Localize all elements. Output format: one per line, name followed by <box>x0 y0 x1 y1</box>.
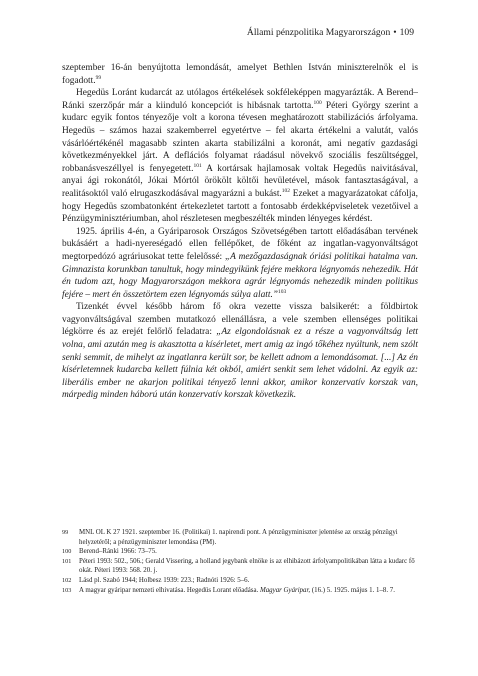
quoted-text: „Az elgondolásnak ez a része a vagyonváltság lett volna, ami azután meg is akasztotta a kísérletet, mert amig az ingó tőkéhez nyúltunk, nem szólt senki semmit, de mihelyt az ingatlanra került sor, be kellett adnom a lemondásomat. [...] Az én kísérletemnek kudarcba kellett fúlnia két okból, amiért senkit sem lehet vádolni. Az egyik az: liberális ember ne akarjon politikai tényező lenni akkor, amikor konzervatív korszak van, márpedig minden háború után konzervatív korszak következik. <box>62 327 418 401</box>
page-number: 109 <box>399 27 414 38</box>
footnote-number: 101 <box>62 557 72 565</box>
footnote-number: 103 <box>62 586 72 594</box>
footnote-number: 99 <box>62 529 69 536</box>
footnote-ref: 99 <box>95 74 102 81</box>
text-run: szeptember 16-án benyújtotta lemondását, amelyet Bethlen István miniszterelnök el is fogadott. <box>62 63 418 86</box>
text-run: MNL OL K 27 1921. szeptember 16. (Politikai) 1. napirendi pont. A pénzügyminiszter jelentése az ország pénzügyi helyzetéről; a pénzügyminiszter lemondása (PM). <box>79 529 398 546</box>
body-text <box>62 62 418 402</box>
text-run: Tizenkét évvel később három fő okra vezette vissza balsikerét: a földbirtok vagyonváltságával szemben mutatkozó ellenállásra, a vele szemben ellenséges politikai légkörre és az erejét felőrlő feladatra: <box>62 302 418 338</box>
footnote <box>62 586 418 596</box>
footnote-ref: 100 <box>313 99 322 106</box>
footnote-text <box>79 576 418 586</box>
text-run: Ezeket a magyarázatokat cáfolja, hogy Hegedüs szombatonként értekezletet tartott a fontosabb érdekképviseletek vezetőivel a Pénzügyminisztériumban, ahol részletesen megbeszélték minden lényeges kérdést. <box>62 188 418 225</box>
footnote-text <box>79 557 418 576</box>
footnote-ref: 102 <box>281 187 291 194</box>
footnote-number: 102 <box>62 576 72 584</box>
running-head-title: Állami pénzpolitika Magyarországon <box>246 27 391 38</box>
text-run: Lásd pl. Szabó 1944; Holbesz 1939: 223.; Radnóti 1926: 5–6. <box>79 576 250 584</box>
footnote <box>62 547 418 557</box>
running-head <box>247 27 414 38</box>
text-run: (16.) 5. 1925. május 1. 1–8. 7. <box>310 586 395 594</box>
paragraph <box>62 301 418 402</box>
footnote-ref: 103 <box>278 288 287 295</box>
footnote-ref: 101 <box>193 162 202 169</box>
footnote-text <box>79 528 418 547</box>
text-run: Péteri György szerint a kudarc egyik fontos tényezője volt a korona tévesen meghatározott stabilizációs árfolyama. Hegedüs – számos hazai szakemberrel egyetértve – fel akarta értékelni a valutát, valós vásárlóértékénél magasabb szinten akarta stabilizálni a koronát, ami negatív gazdasági következményekkel járt. A deflációs folyamat ráadásul növekvő szociális feszültséggel, robbanásveszéllyel is fenyegetett. <box>62 100 418 174</box>
paragraph <box>62 62 418 87</box>
footnote-text <box>79 547 418 557</box>
running-head-separator: • <box>393 27 397 38</box>
paragraph <box>62 87 418 226</box>
footnotes <box>62 528 418 595</box>
text-run: A kortársak hajlamosak voltak Hegedüs naivitásával, anyai ági rokonától, Jókai Mórtól örökölt költői hevületével, mások fantasztaságával, a realitásoktól való elrugaszkodásával magyarázni a bukást. <box>62 163 418 199</box>
text-run: Hegedüs Loránt kudarcát az utólagos értékelések sokféleképpen magyarázták. A Berend–Ránki szerzőpár már a kiinduló koncepciót is hibásnak tartotta. <box>62 88 418 111</box>
footnote <box>62 557 418 576</box>
footnote <box>62 528 418 547</box>
footnote <box>62 576 418 586</box>
text-run: A magyar gyáripar nemzeti elhivatása. Hegedüs Lorant előadása. <box>79 586 260 594</box>
text-run: 1925. április 4-én, a Gyáriparosok Országos Szövetségében tartott előadásában tervének bukásáért a hadi-nyereségadó ellen fellépőket, de főként az ingatlan-vagyonváltságot megtorpedózó agráriusokat tette felelőssé: <box>62 226 418 262</box>
footnote-text <box>79 586 418 596</box>
text-run: Berend–Ránki 1966: 73–75. <box>79 548 157 556</box>
text-run: Péteri 1993: 502., 506.; Gerald Vissering, a holland jegybank elnöke is az elhibázott árfolyampolitikában látta a kudarc fő okát. Péteri 1993: 568. 20. j. <box>79 557 415 575</box>
quoted-text: „A mezőgazdaságnak óriási politikai hatalma van. Gimnazista korunkban tanultuk, hogy mindegyikünk fejére mekkora légnyomás nehezedik. Hát én tudom azt, hogy Magyarországon mekkora agrár légnyomás nehezedik minden politikus fejére – mert én összetörtem ezen légnyomás súlya alatt.” <box>62 251 418 300</box>
paragraph <box>62 226 418 302</box>
footnote-number: 100 <box>62 548 72 556</box>
quoted-text: Magyar Gyáripar, <box>260 586 311 594</box>
